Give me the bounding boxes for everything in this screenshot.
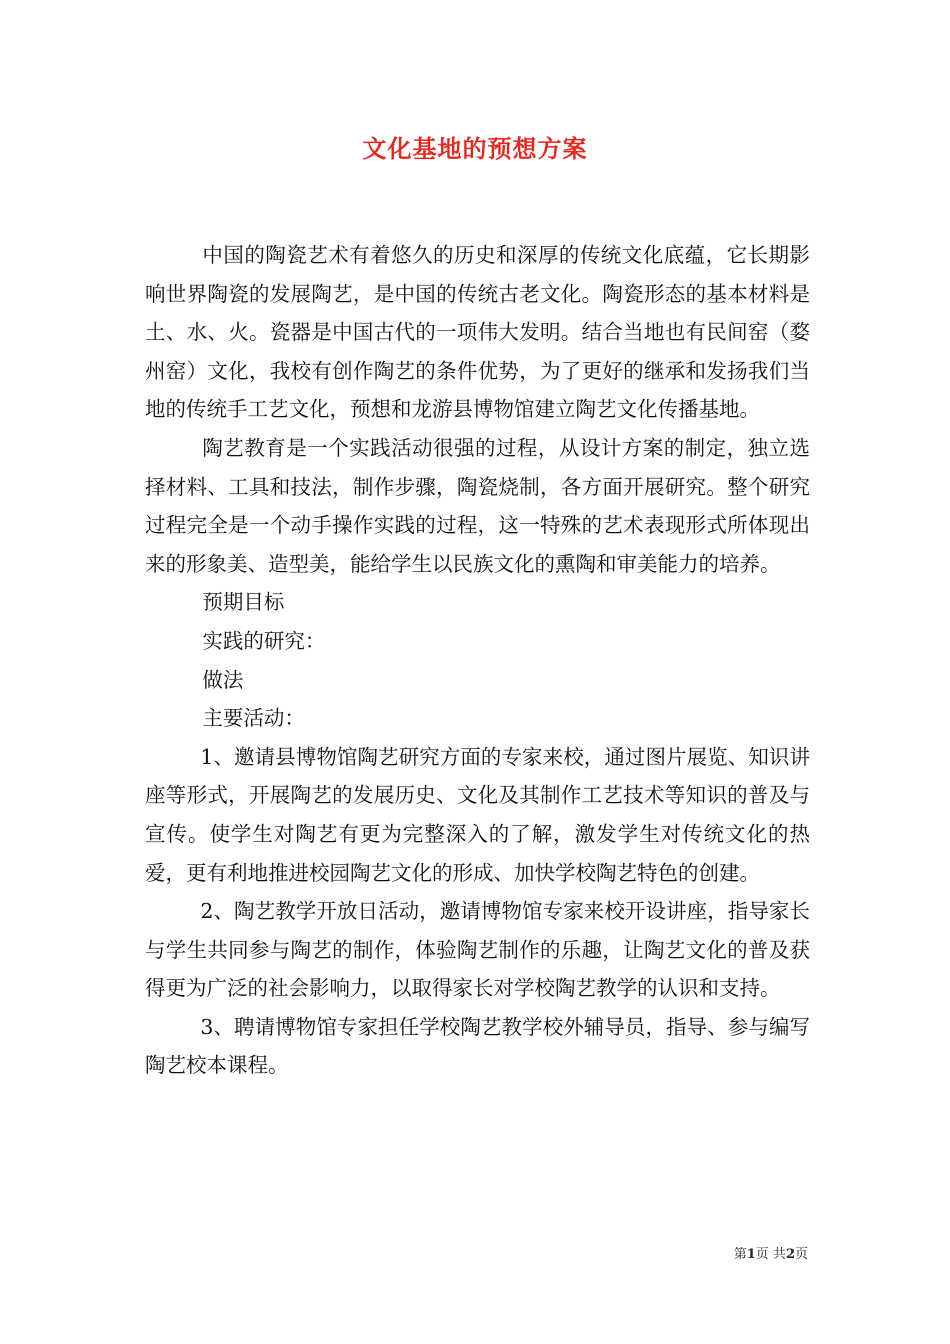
document-body [145,236,810,1085]
footer-prefix: 第 [733,1247,747,1262]
activity-item-3: 3、聘请博物馆专家担任学校陶艺教学校外辅导员，指导、参与编写陶艺校本课程。 [145,1014,810,1078]
heading-practice-research: 实践的研究： [202,628,326,653]
document-title: 文化基地的预想方案 [362,134,588,163]
total-page-number: 2 [785,1247,795,1262]
activity-item-2: 2、陶艺教学开放日活动，邀请博物馆专家来校开设讲座，指导家长与学生共同参与陶艺的制作，体验陶艺制作的乐趣，让陶艺文化的普及获得更为广泛的社会影响力，以取得家长对学校陶艺教学的认识和支持。 [145,899,810,1001]
paragraph-intro: 中国的陶瓷艺术有着悠久的历史和深厚的传统文化底蕴，它长期影响世界陶瓷的发展陶艺，是中国的传统古老文化。陶瓷形态的基本材料是土、水、火。瓷器是中国古代的一项伟大发明。结合当地也有民间窑（婺州窑）文化，我校有创作陶艺的条件优势，为了更好的继承和发扬我们当地的传统手工艺文化，预想和龙游县博物馆建立陶艺文化传播基地。 [145,243,810,422]
activity-item-1: 1、邀请县博物馆陶艺研究方面的专家来校，通过图片展览、知识讲座等形式，开展陶艺的发展历史、文化及其制作工艺技术等知识的普及与宣传。使学生对陶艺有更为完整深入的了解，激发学生对传统文化的热爱，更有利地推进校园陶艺文化的形成、加快学校陶艺特色的创建。 [145,744,810,885]
footer-middle: 页 共 [755,1247,786,1262]
heading-main-activities: 主要活动： [202,706,305,731]
heading-expected-goals: 预期目标 [202,590,285,615]
heading-methods: 做法 [202,667,244,692]
paragraph-education: 陶艺教育是一个实践活动很强的过程，从设计方案的制定，独立选择材料、工具和技法，制作步骤，陶瓷烧制，各方面开展研究。整个研究过程完全是一个动手操作实践的过程，这一特殊的艺术表现形式所体现出来的形象美、造型美，能给学生以民族文化的熏陶和审美能力的培养。 [145,435,810,576]
page-number-footer [734,1246,808,1264]
current-page-number: 1 [746,1247,756,1262]
footer-suffix: 页 [794,1247,808,1262]
